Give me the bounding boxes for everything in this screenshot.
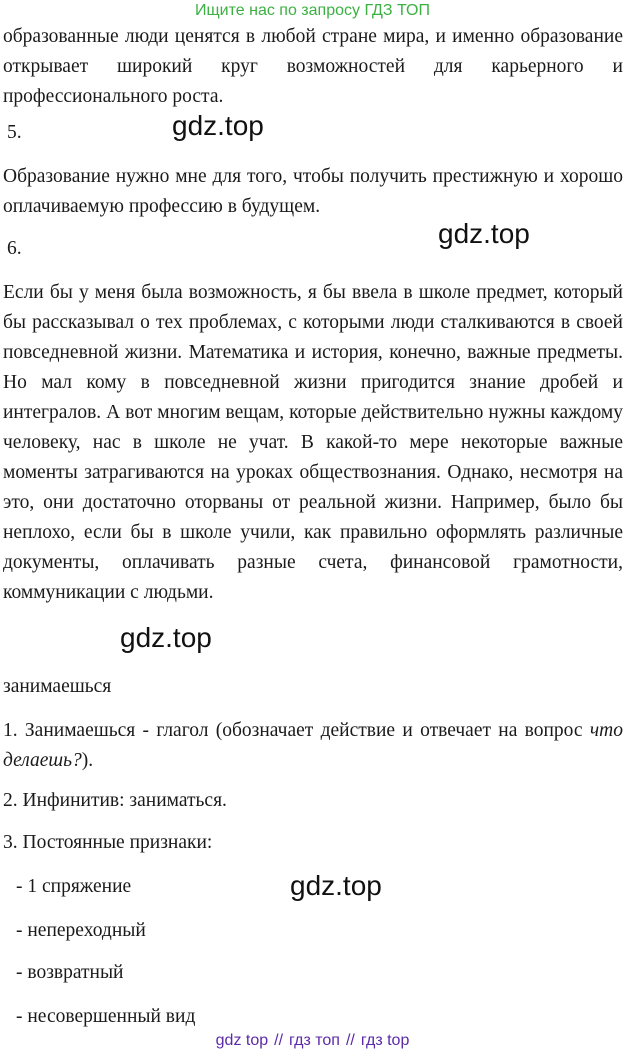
feature-item: - 1 спряжение: [16, 876, 132, 897]
item-number-5: 5.: [7, 122, 22, 143]
footer-link-gdz-top[interactable]: gdz top: [215, 1032, 269, 1049]
analysis-point-1-text: 1. Занимаешься - глагол (обозначает действие и отвечает на вопрос: [3, 720, 583, 741]
analysis-question: что делаешь?: [3, 720, 623, 771]
watermark: gdz.top: [290, 870, 382, 901]
footer-separator: //: [345, 1032, 355, 1049]
watermark: gdz.top: [172, 110, 264, 141]
search-banner: Ищите нас по запросу ГДЗ ТОП: [195, 2, 430, 19]
footer-link-gdz-top-ru[interactable]: гдз топ: [289, 1032, 340, 1049]
feature-item: - несовершенный вид: [16, 1006, 196, 1027]
footer-link-gdz-top-mixed[interactable]: гдз top: [360, 1032, 410, 1049]
item-number-6: 6.: [7, 238, 22, 259]
answer-5-paragraph: Образование нужно мне для того, чтобы получить престижную и хорошо оплачиваемую профессию в будущем.: [3, 166, 623, 217]
word-heading: занимаешься: [3, 676, 112, 697]
watermark: gdz.top: [120, 622, 212, 653]
analysis-point-3: 3. Постоянные признаки:: [3, 832, 213, 853]
footer-separator: //: [274, 1032, 284, 1049]
intro-paragraph: образованные люди ценятся в любой стране мира, и именно образование открывает широкий круг возможностей для карьерного и профессионального роста.: [3, 26, 623, 107]
watermark: gdz.top: [438, 218, 530, 249]
analysis-point-1: [3, 716, 623, 776]
answer-6-paragraph: Если бы у меня была возможность, я бы ввела в школе предмет, который бы рассказывал о тех проблемах, с которыми люди сталкиваются в своей повседневной жизни. Математика и история, конечно, важные предметы. Но мал кому в повседневной жизни пригодится знание дробей и интегралов. А вот многим вещам, которые действительно нужны каждому человеку, нас в школе не учат. В какой-то мере некоторые важные моменты затрагиваются на уроках обществознания. Однако, несмотря на это, они достаточно оторваны от реальной жизни. Например, было бы неплохо, если бы в школе учили, как правильно оформлять различные документы, оплачивать разные счета, финансовой грамотности, коммуникации с людьми.: [3, 282, 623, 603]
footer-links: [0, 1030, 625, 1052]
analysis-point-1-tail: ).: [81, 750, 94, 771]
feature-item: - непереходный: [16, 920, 146, 941]
analysis-point-2: 2. Инфинитив: заниматься.: [3, 790, 227, 811]
feature-item: - возвратный: [16, 962, 124, 983]
